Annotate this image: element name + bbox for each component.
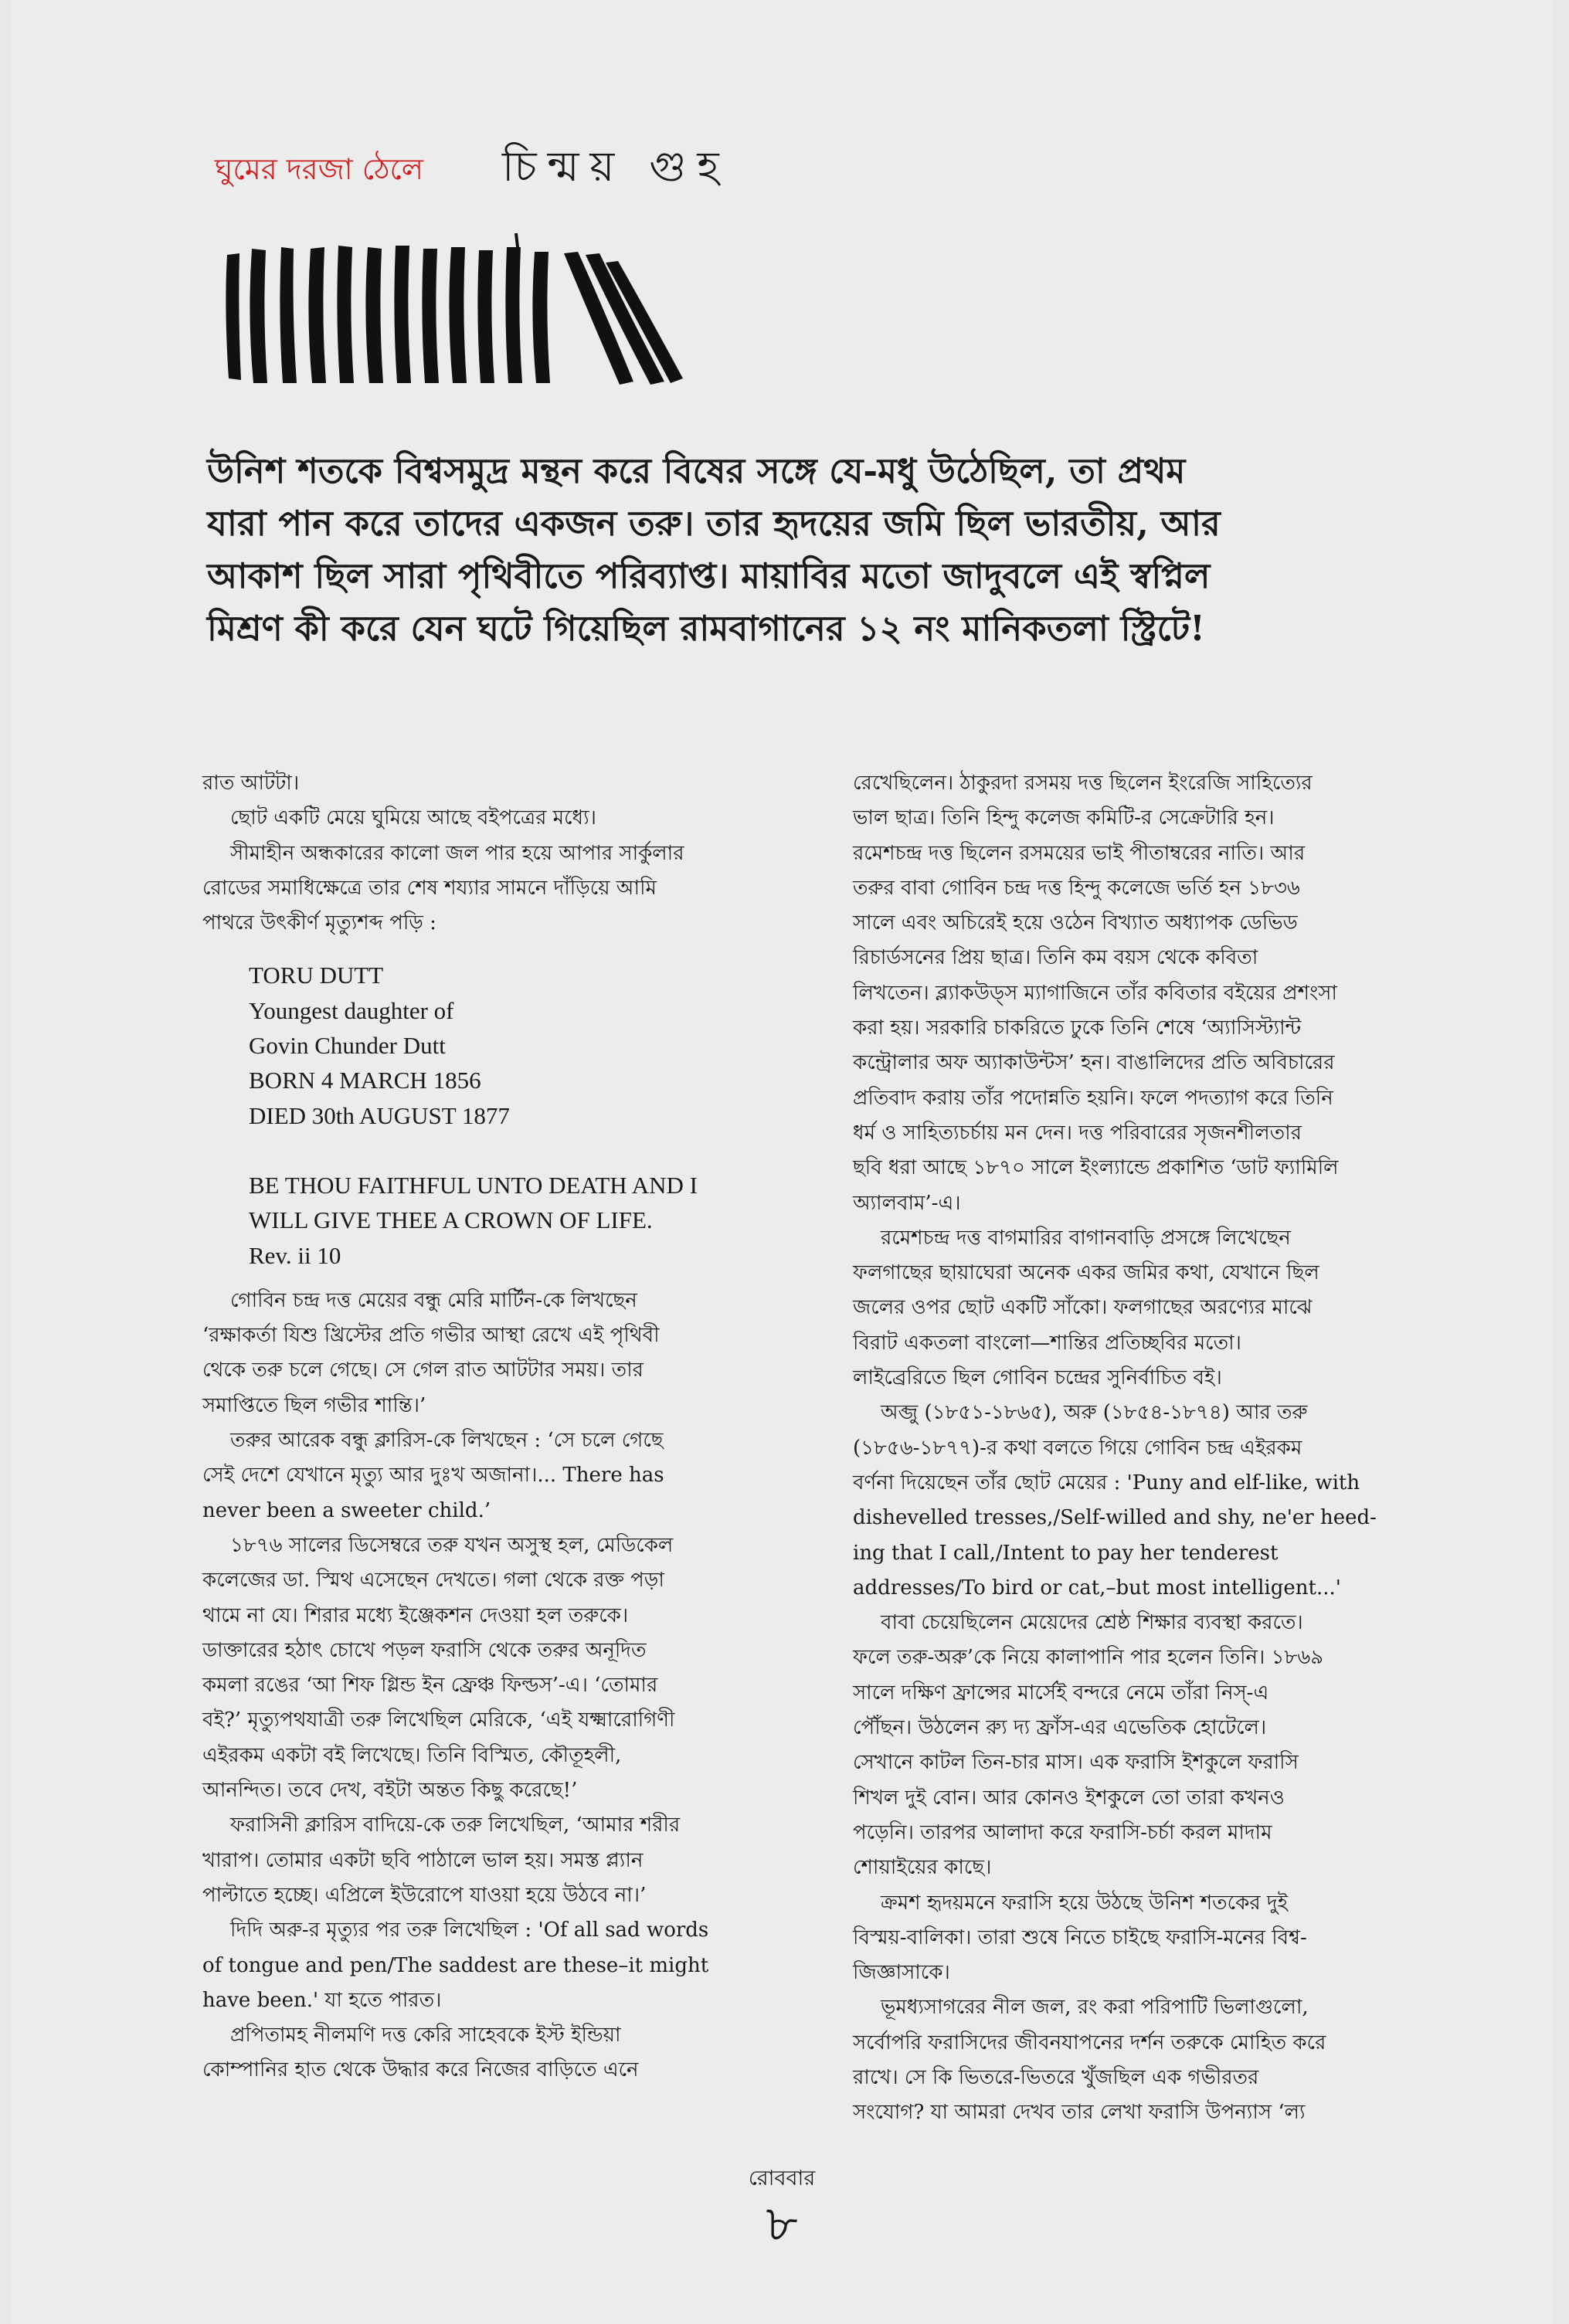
text-line: কলেজের ডা. স্মিথ এসেছেন দেখতে। গলা থেকে রক্ত পড়া xyxy=(202,1569,664,1593)
text-line: have been.' যা হতে পারত। xyxy=(202,1988,442,2012)
text-line: শিখল দুই বোন। আর কোনও ইশকুলে তো তারা কখনও xyxy=(853,1786,1285,1810)
standfirst xyxy=(207,445,1412,655)
epitaph-spacer xyxy=(249,1133,797,1168)
epitaph-line: TORU DUTT xyxy=(249,962,384,989)
text-line: বিস্ময়-বালিকা। তারা শুষে নিতে চাইছে ফরাসি-মনের বিশ্ব- xyxy=(853,1925,1307,1949)
text-line: ক্রমশ হৃদয়মনে ফরাসি হয়ে উঠছে উনিশ শতকের দুই xyxy=(881,1891,1289,1915)
epitaph-line: WILL GIVE THEE A CROWN OF LIFE. xyxy=(249,1206,653,1234)
text-line: ফলে তরু-অরু’কে নিয়ে কালাপানি পার হলেন তিনি। ১৮৬৯ xyxy=(853,1646,1324,1670)
standfirst-line: যারা পান করে তাদের একজন তরু। তার হৃদয়ের জমি ছিল ভারতীয়, আর xyxy=(207,503,1221,544)
text-line: লিখতেন। ব্ল্যাকউড্‌স ম্যাগাজিনে তাঁর কবিতার বইয়ের প্রশংসা xyxy=(853,981,1337,1005)
standfirst-line: উনিশ শতকে বিশ্বসমুদ্র মন্থন করে বিষের সঙ্গে যে-মধু উঠেছিল, তা প্রথম xyxy=(207,450,1186,491)
text-line: অ্যালবাম’-এ। xyxy=(853,1191,961,1215)
text-line: পাল্টাতে হচ্ছে। এপ্রিলে ইউরোপে যাওয়া হয়ে উঠবে না।’ xyxy=(202,1883,647,1907)
page-number: ৮ xyxy=(766,2196,798,2253)
left-intro xyxy=(202,766,797,941)
epitaph-line: BORN 4 MARCH 1856 xyxy=(249,1067,481,1094)
text-line: ভূমধ্যসাগরের নীল জল, রং করা পরিপাটি ভিলাগুলো, xyxy=(881,1996,1309,2020)
text-line: দিদি অরু-র মৃত্যুর পর তরু লিখেছিল : 'Of all sad words xyxy=(230,1919,709,1942)
author-name: চিন্ময় গুহ xyxy=(502,142,730,191)
text-line: রাখে। সে কি ভিতরে-ভিতরে খুঁজছিল এক গভীরতর xyxy=(853,2065,1259,2089)
epitaph-line: Rev. ii 10 xyxy=(249,1241,341,1269)
text-line: সালে দক্ষিণ ফ্রান্সের মার্সেই বন্দরে নেমে তাঁরা নিস্‌-এ xyxy=(853,1681,1269,1705)
text-line: বর্ণনা দিয়েছেন তাঁর ছোট মেয়ের : 'Puny and elf-like, with xyxy=(853,1471,1360,1494)
epitaph-line: Govin Chunder Dutt xyxy=(249,1032,446,1060)
text-line: রিচার্ডসনের প্রিয় ছাত্র। তিনি কম বয়স থেকে কবিতা xyxy=(853,946,1258,970)
text-line: বাবা চেয়েছিলেন মেয়েদের শ্রেষ্ঠ শিক্ষার ব্যবস্থা করতে। xyxy=(881,1611,1303,1635)
text-line: never been a sweeter child.’ xyxy=(202,1498,491,1522)
text-line: রমেশচন্দ্র দত্ত ছিলেন রসময়ের ভাই পীতাম্বরের নাতি। আর xyxy=(853,841,1306,865)
text-line: সমাপ্তিতে ছিল গভীর শান্তি।’ xyxy=(202,1393,426,1417)
text-line: ing that I call,/Intent to pay her tenderest xyxy=(853,1541,1279,1565)
text-line: (১৮৫৬-১৮৭৭)-র কথা বলতে গিয়ে গোবিন চন্দ্র এইরকম xyxy=(853,1436,1302,1460)
text-line: থামে না যে। শিরার মধ্যে ইঞ্জেকশন দেওয়া হল তরুকে। xyxy=(202,1603,629,1627)
text-line: পাথরে উৎকীর্ণ মৃত্যুশব্দ পড়ি : xyxy=(202,911,436,935)
epitaph-block xyxy=(202,958,797,1272)
text-line: শোয়াইয়ের কাছে। xyxy=(853,1856,992,1880)
text-line: করা হয়। সরকারি চাকরিতে ঢুকে তিনি শেষে ‘অ্যাসিস্ট্যান্ট xyxy=(853,1016,1302,1040)
text-line: সেখানে কাটল তিন-চার মাস। এক ফরাসি ইশকুলে ফরাসি xyxy=(853,1751,1299,1775)
text-line: ১৮৭৬ সালের ডিসেম্বরে তরু যখন অসুস্থ হল, মেডিকেল xyxy=(230,1533,674,1557)
epitaph-line: Youngest daughter of xyxy=(249,996,454,1024)
epitaph-line: DIED 30th AUGUST 1877 xyxy=(249,1101,510,1129)
text-line: সালে এবং অচিরেই হয়ে ওঠেন বিখ্যাত অধ্যাপক ডেভিড xyxy=(853,911,1298,935)
text-line: রেখেছিলেন। ঠাকুরদা রসময় দত্ত ছিলেন ইংরেজি সাহিত্যের xyxy=(853,772,1313,795)
text-line: ডাক্তারের হঠাৎ চোখে পড়ল ফরাসি থেকে তরুর অনূদিত xyxy=(202,1638,647,1662)
text-line: ফরাসিনী ক্লারিস বাদিয়ে-কে তরু লিখেছিল, ‘আমার শরীর xyxy=(230,1813,681,1837)
text-line: addresses/To bird or cat,–but most intelligent...' xyxy=(853,1576,1341,1600)
text-line: কমলা রঙের ‘আ শিফ গ্লিন্ড ইন ফ্রেঞ্চ ফিল্ডস’-এ। ‘তোমার xyxy=(202,1674,658,1698)
page-footer xyxy=(11,2163,1553,2251)
text-line: লাইব্রেরিতে ছিল গোবিন চন্দ্রের সুনির্বাচিত বই। xyxy=(853,1366,1222,1390)
text-line: ‘রক্ষাকর্তা যিশু খ্রিস্টের প্রতি গভীর আস্থা রেখে এই পৃথিবী xyxy=(202,1324,660,1348)
left-column xyxy=(202,766,797,2088)
standfirst-line: আকাশ ছিল সারা পৃথিবীতে পরিব্যাপ্ত। মায়াবির মতো জাদুবলে এই স্বপ্নিল xyxy=(207,555,1211,596)
magazine-page xyxy=(11,0,1553,2324)
text-line: অব্জু (১৮৫১-১৮৬৫), অরু (১৮৫৪-১৮৭৪) আর তরু xyxy=(881,1401,1308,1425)
text-line: পড়েনি। তারপর আলাদা করে ফরাসি-চর্চা করল মাদাম xyxy=(853,1820,1272,1844)
section-title: ঘুমের দরজা ঠেলে xyxy=(215,152,424,186)
text-line: এইরকম একটা বই লিখেছে। তিনি বিস্মিত, কৌতূহলী, xyxy=(202,1743,622,1767)
text-line: কোম্পানির হাত থেকে উদ্ধার করে নিজের বাড়িতে এনে xyxy=(202,2058,639,2082)
text-line: জলের ওপর ছোট একটি সাঁকো। ফলগাছের অরণ্যের মাঝে xyxy=(853,1296,1313,1320)
text-line: খারাপ। তোমার একটা ছবি পাঠালে ভাল হয়। সমস্ত প্ল্যান xyxy=(202,1848,644,1872)
text-line: রোডের সমাধিক্ষেত্রে তার শেষ শয্যার সামনে দাঁড়িয়ে আমি xyxy=(202,876,657,900)
text-line: বিরাট একতলা বাংলো—শান্তির প্রতিচ্ছবির মতো। xyxy=(853,1331,1241,1355)
text-line: বই?’ মৃত্যুপথযাত্রী তরু লিখেছিল মেরিকে, ‘এই যক্ষ্মারোগিণী xyxy=(202,1708,675,1732)
right-column xyxy=(853,766,1448,2131)
text-line: গোবিন চন্দ্র দত্ত মেয়ের বন্ধু মেরি মার্টিন-কে লিখছেন xyxy=(230,1288,637,1312)
text-line: তরুর বাবা গোবিন চন্দ্র দত্ত হিন্দু কলেজে ভর্তি হন ১৮৩৬ xyxy=(853,876,1300,900)
text-line: of tongue and pen/The saddest are these–it might xyxy=(202,1953,709,1977)
text-line: জিজ্ঞাসাকে। xyxy=(853,1961,950,1985)
text-line: আনন্দিত। তবে দেখ, বইটা অন্তত কিছু করেছে!’ xyxy=(202,1779,578,1803)
text-line: পৌঁছন। উঠলেন র‍্যু দ্য ফ্রাঁস-এর এভেতিক হোটেলে। xyxy=(853,1716,1267,1740)
text-line: থেকে তরু চলে গেছে। সে গেল রাত আটটার সময়। তার xyxy=(202,1359,644,1383)
text-line: ছোট একটি মেয়ে ঘুমিয়ে আছে বইপত্রের মধ্যে। xyxy=(230,806,596,830)
text-line: কন্ট্রোলার অফ অ্যাকাউন্টস’ হন। বাঙালিদের প্রতি অবিচারের xyxy=(853,1051,1335,1075)
text-line: প্রপিতামহ নীলমণি দত্ত কেরি সাহেবকে ইস্ট ইন্ডিয়া xyxy=(230,2024,621,2047)
text-line: ফলগাছের ছায়াঘেরা অনেক একর জমির কথা, যেখানে ছিল xyxy=(853,1261,1319,1285)
text-line: সর্বোপরি ফরাসিদের জীবনযাপনের দর্শন তরুকে মোহিত করে xyxy=(853,2031,1326,2054)
text-line: সংযোগ? যা আমরা দেখব তার লেখা ফরাসি উপন্যাস ‘ল্য xyxy=(853,2101,1306,2125)
text-line: রাত আটটা। xyxy=(202,772,300,795)
text-line: ধর্ম ও সাহিত্যচর্চায় মন দেন। দত্ত পরিবারের সৃজনশীলতার xyxy=(853,1121,1302,1145)
text-line: সেই দেশে যেখানে মৃত্যু আর দুঃখ অজানা।... There has xyxy=(202,1464,664,1488)
text-line: প্রতিবাদ করায় তাঁর পদোন্নতি হয়নি। ফলে পদত্যাগ করে তিনি xyxy=(853,1086,1333,1110)
text-line: dishevelled tresses,/Self-willed and shy, ne'er heed- xyxy=(853,1506,1377,1530)
text-line: সীমাহীন অন্ধকারের কালো জল পার হয়ে আপার সার্কুলার xyxy=(230,841,684,865)
epitaph-line: BE THOU FAITHFUL UNTO DEATH AND I xyxy=(249,1171,698,1199)
magazine-name: রোববার xyxy=(748,2166,816,2190)
text-line: ছবি ধরা আছে ১৮৭০ সালে ইংল্যান্ডে প্রকাশিত ‘ডাট ফ্যামিলি xyxy=(853,1156,1339,1180)
text-line: তরুর আরেক বন্ধু ক্লারিস-কে লিখছেন : ‘সে চলে গেছে xyxy=(230,1429,664,1453)
toru-calligraphy-logo xyxy=(221,232,684,394)
standfirst-line: মিশ্রণ কী করে যেন ঘটে গিয়েছিল রামবাগানের ১২ নং মানিকতলা স্ট্রিটে! xyxy=(207,608,1205,649)
text-line: ভাল ছাত্র। তিনি হিন্দু কলেজ কমিটি-র সেক্রেটারি হন। xyxy=(853,806,1275,830)
text-line: রমেশচন্দ্র দত্ত বাগমারির বাগানবাড়ি প্রসঙ্গে লিখেছেন xyxy=(881,1226,1291,1250)
left-body xyxy=(202,1284,797,2088)
